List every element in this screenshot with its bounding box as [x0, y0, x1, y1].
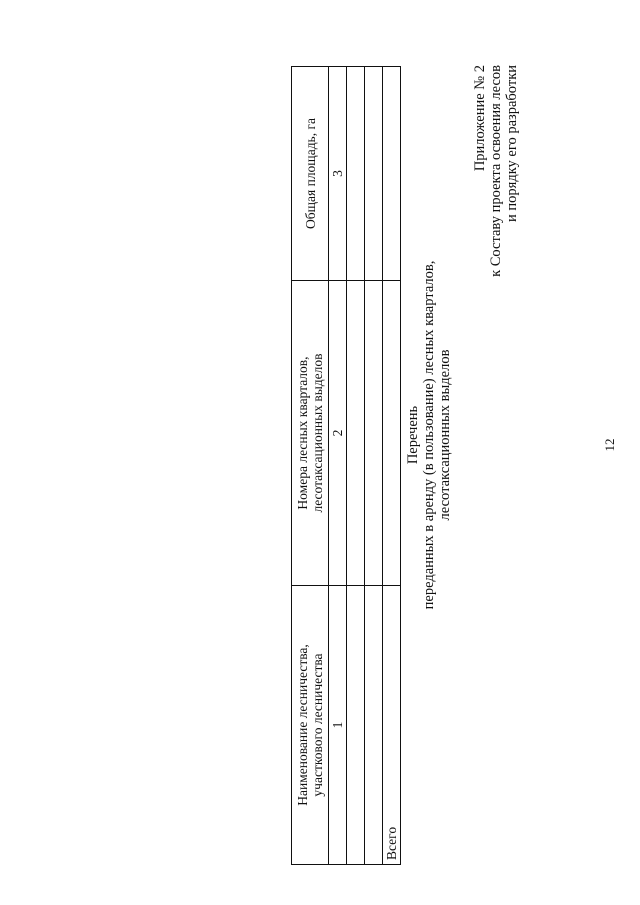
heading-title: Перечень [405, 405, 421, 465]
total-label: Всего [383, 586, 401, 865]
appendix-line-1: Приложение № 2 [472, 65, 488, 172]
column-header-forestry: Наименование лесничества, участкового лесничества [292, 586, 329, 865]
table-cell [347, 281, 365, 586]
total-row [383, 67, 401, 865]
table-cell [383, 67, 401, 281]
allotments-table [291, 66, 401, 865]
appendix-note [472, 65, 520, 395]
column-header-area: Общая площадь, га [292, 67, 329, 281]
table-header-row [292, 67, 329, 865]
column-number-row [329, 67, 347, 865]
column-number-1: 1 [329, 586, 347, 865]
table-cell [365, 67, 383, 281]
document-heading [405, 205, 453, 665]
table-cell [347, 67, 365, 281]
appendix-line-3: и порядку его разработки [504, 65, 520, 222]
table-row [365, 67, 383, 865]
page-number: 12 [602, 438, 617, 452]
column-number-3: 3 [329, 67, 347, 281]
table-cell [365, 586, 383, 865]
heading-line-1: переданных в аренду (в пользование) лесных кварталов, [421, 260, 437, 610]
column-number-2: 2 [329, 281, 347, 586]
table-cell [383, 281, 401, 586]
heading-line-2: лесотаксационных выделов [437, 349, 453, 521]
table-cell [347, 586, 365, 865]
table-cell [365, 281, 383, 586]
appendix-line-2: к Составу проекта освоения лесов [488, 65, 504, 277]
column-header-quarters: Номера лесных кварталов, лесотаксационных выделов [292, 281, 329, 586]
table-row [347, 67, 365, 865]
